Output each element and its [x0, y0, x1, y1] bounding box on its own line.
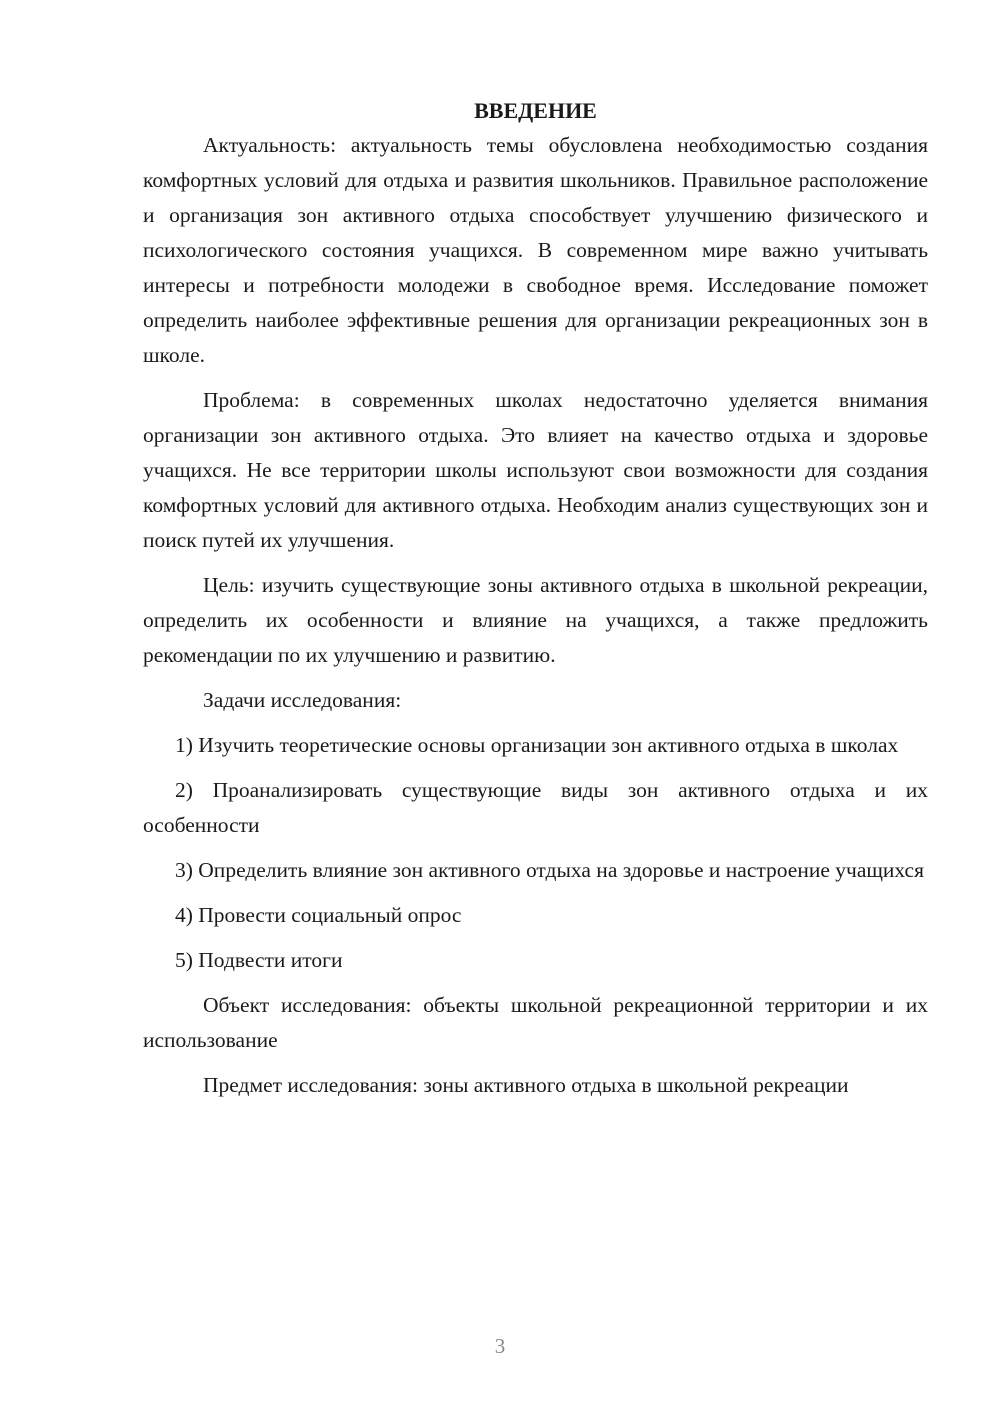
subject-paragraph: Предмет исследования: зоны активного отдыха в школьной рекреации: [203, 1073, 849, 1097]
problem-paragraph: Проблема: в современных школах недостаточно уделяется внимания организации зон активного отдыха. Это влияет на качество отдыха и здоровье учащихся. Не все территории школы используют свои возможности для создания комфортных условий для активного отдыха. Необходим анализ существующих зон и поиск путей их улучшения.: [143, 388, 928, 552]
tasks-heading: Задачи исследования:: [203, 688, 402, 712]
task-item: 3) Определить влияние зон активного отдыха на здоровье и настроение учащихся: [175, 858, 924, 882]
task-item: 2) Проанализировать существующие виды зон активного отдыха и их особенности: [143, 778, 928, 837]
section-title: ВВЕДЕНИЕ: [474, 98, 597, 123]
document-page: [143, 96, 928, 1113]
object-paragraph: Объект исследования: объекты школьной рекреационной территории и их использование: [143, 993, 928, 1052]
goal-paragraph: Цель: изучить существующие зоны активного отдыха в школьной рекреации, определить их особенности и влияние на учащихся, а также предложить рекомендации по их улучшению и развитию.: [143, 573, 928, 667]
relevance-paragraph: Актуальность: актуальность темы обусловлена необходимостью создания комфортных условий для отдыха и развития школьников. Правильное расположение и организация зон активного отдыха способствует улучшению физического и психологического состояния учащихся. В современном мире важно учитывать интересы и потребности молодежи в свободное время. Исследование поможет определить наиболее эффективные решения для организации рекреационных зон в школе.: [143, 133, 928, 367]
task-item: 1) Изучить теоретические основы организации зон активного отдыха в школах: [175, 733, 899, 757]
task-item: 5) Подвести итоги: [175, 948, 343, 972]
page-number: 3: [494, 1334, 506, 1358]
task-item: 4) Провести социальный опрос: [175, 903, 462, 927]
